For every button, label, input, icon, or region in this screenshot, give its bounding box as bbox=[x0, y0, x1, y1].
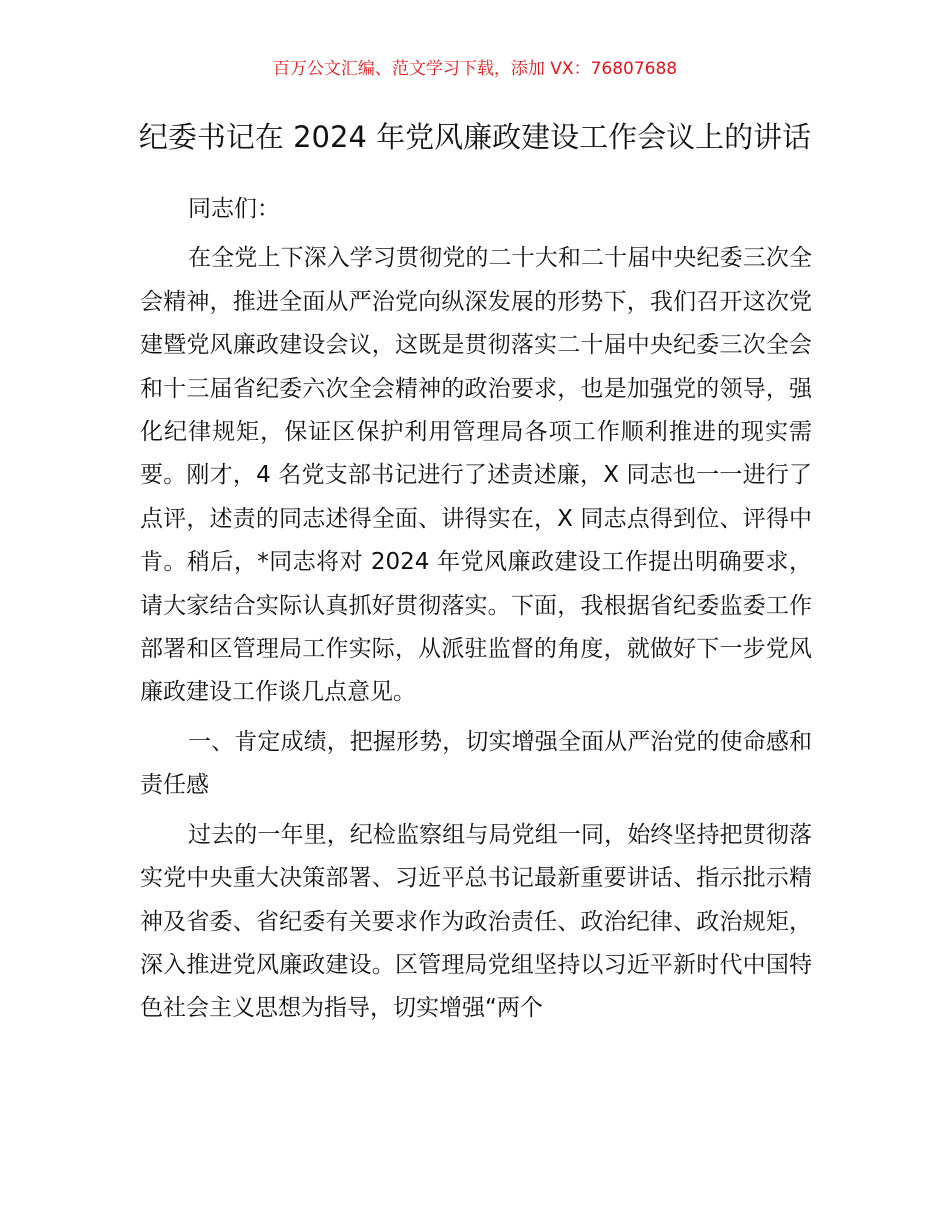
document-title: 纪委书记在 2024 年党风廉政建设工作会议上的讲话 bbox=[138, 120, 812, 154]
section-paragraph: 过去的一年里，纪检监察组与局党组一同，始终坚持把贯彻落实党中央重大决策部署、习近平总书记最新重要讲话、指示批示精神及省委、省纪委有关要求作为政治责任、政治纪律、政治规矩，深入推进党风廉政建设。区管理局党组坚持以习近平新时代中国特色社会主义思想为指导，切实增强“两个 bbox=[140, 821, 812, 1022]
document-body bbox=[140, 188, 812, 1037]
salutation: 同志们： bbox=[188, 196, 280, 222]
header-watermark-note: 百万公文汇编、范文学习下载，添加 VX：76807688 bbox=[272, 59, 678, 79]
body-paragraph: 在全党上下深入学习贯彻党的二十大和二十届中央纪委三次全会精神，推进全面从严治党向纵深发展的形势下，我们召开这次党建暨党风廉政建设会议，这既是贯彻落实二十届中央纪委三次全会和十三届省纪委六次全会精神的政治要求，也是加强党的领导，强化纪律规矩，保证区保护利用管理局各项工作顺利推进的现实需要。刚才，4 名党支部书记进行了述责述廉，X 同志也一一进行了点评，述责的同志述得全面、讲得实在，X 同志点得到位、评得中肯。稍后，*同志将对 2024 年党风廉政建设工作提出明确要求，请大家结合实际认真抓好贯彻落实。下面，我根据省纪委监委工作部署和区管理局工作实际，从派驻监督的角度，就做好下一步党风廉政建设工作谈几点意见。 bbox=[140, 245, 812, 706]
section-heading: 一、肯定成绩，把握形势，切实增强全面从严治党的使命感和责任感 bbox=[140, 728, 812, 799]
